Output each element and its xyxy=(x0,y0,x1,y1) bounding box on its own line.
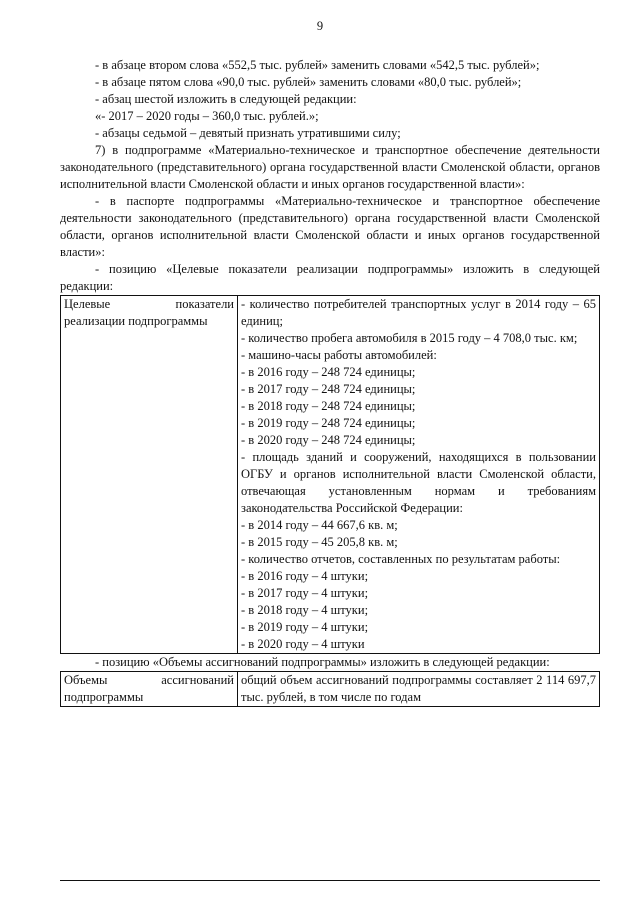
list-item: - площадь зданий и сооружений, находящихся в пользовании ОГБУ и органов исполнительной власти Смоленской области, отвечающая установленным нормам и требованиям законодательства Российской Федерации: xyxy=(241,450,596,515)
table-left-label: Объемы ассигнований подпрограммы xyxy=(64,673,234,704)
list-item: - количество потребителей транспортных услуг в 2014 году – 65 единиц; xyxy=(241,297,596,328)
list-item: - в 2017 году – 4 штуки; xyxy=(241,586,369,600)
paragraph: - в паспорте подпрограммы «Материально-техническое и транспортное обеспечение деятельности законодательного (представительного) органа государственной власти Смоленской области, органов исполнительной власти Смоленской области и иных органов государственной власти»: xyxy=(60,194,600,259)
list-item: - в 2014 году – 44 667,6 кв. м; xyxy=(241,518,398,532)
list-item: - в 2017 году – 248 724 единицы; xyxy=(241,382,416,396)
list-item: - в 2016 году – 248 724 единицы; xyxy=(241,365,416,379)
list-item: - в 2015 году – 45 205,8 кв. м; xyxy=(241,535,398,549)
table-right-text: общий объем ассигнований подпрограммы составляет 2 114 697,7 тыс. рублей, в том числе по годам xyxy=(241,673,596,704)
table-row xyxy=(61,672,600,707)
paragraph: - в абзаце втором слова «552,5 тыс. рублей» заменить словами «542,5 тыс. рублей»; xyxy=(95,58,540,72)
paragraph: - в абзаце пятом слова «90,0 тыс. рублей» заменить словами «80,0 тыс. рублей»; xyxy=(95,75,522,89)
table-left-cell xyxy=(61,296,238,654)
page-number: 9 xyxy=(316,19,324,33)
list-item: - в 2016 году – 4 штуки; xyxy=(241,569,369,583)
table-right-cell xyxy=(238,672,600,707)
paragraph: - абзац шестой изложить в следующей редакции: xyxy=(95,92,357,106)
footer-rule xyxy=(60,880,600,881)
list-item: - в 2019 году – 248 724 единицы; xyxy=(241,416,416,430)
target-indicators-table xyxy=(60,295,600,654)
paragraph: «- 2017 – 2020 годы – 360,0 тыс. рублей.»; xyxy=(95,109,319,123)
table-row xyxy=(61,296,600,654)
paragraph: - абзацы седьмой – девятый признать утратившими силу; xyxy=(95,126,401,140)
paragraph: 7) в подпрограмме «Материально-техническое и транспортное обеспечение деятельности законодательного (представительного) органа государственной власти Смоленской области, органов исполнительной власти Смоленской области и иных органов государственной власти»: xyxy=(60,143,600,191)
list-item: - в 2018 году – 4 штуки; xyxy=(241,603,369,617)
list-item: - в 2020 году – 4 штуки xyxy=(241,637,365,651)
table-left-label: Целевые показатели реализации подпрограммы xyxy=(64,297,234,328)
list-item: - количество пробега автомобиля в 2015 году – 4 708,0 тыс. км; xyxy=(241,331,578,345)
list-item: - количество отчетов, составленных по результатам работы: xyxy=(241,552,561,566)
paragraph: - позицию «Объемы ассигнований подпрограммы» изложить в следующей редакции: xyxy=(95,655,550,669)
list-item: - машино-часы работы автомобилей: xyxy=(241,348,437,362)
list-item: - в 2019 году – 4 штуки; xyxy=(241,620,369,634)
table-right-cell xyxy=(238,296,600,654)
list-item: - в 2020 году – 248 724 единицы; xyxy=(241,433,416,447)
document-body xyxy=(60,57,600,707)
paragraph: - позицию «Целевые показатели реализации подпрограммы» изложить в следующей редакции: xyxy=(60,262,600,293)
funding-volume-table xyxy=(60,671,600,707)
table-left-cell xyxy=(61,672,238,707)
list-item: - в 2018 году – 248 724 единицы; xyxy=(241,399,416,413)
